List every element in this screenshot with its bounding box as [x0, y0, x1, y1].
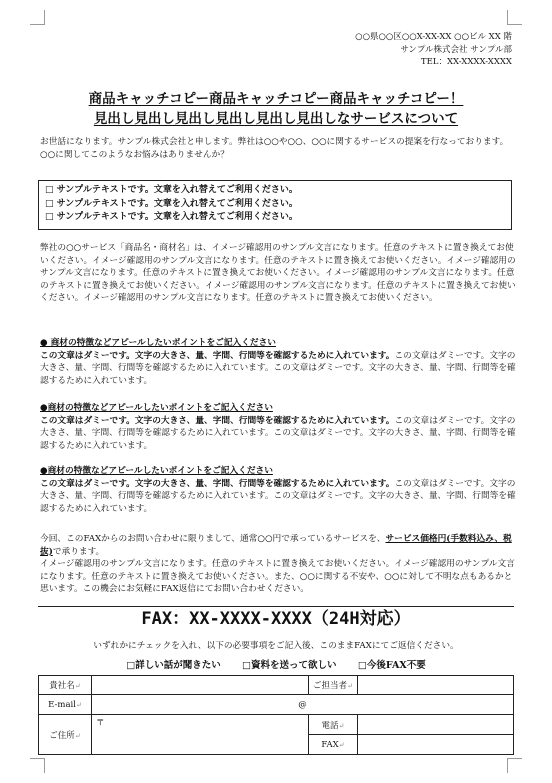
checklist-item: □ サンプルテキストです。文章を入れ替えてご利用ください。 [45, 198, 298, 209]
option-unsubscribe-checkbox[interactable]: □今後FAX不要 [357, 660, 426, 671]
reply-options [40, 657, 512, 671]
fax-instruction: いずれかにチェックを入れ、以下の必要事項をご記入後、このままFAXにてご返信ください。 [93, 641, 459, 651]
company-label: 貴社名↵ [39, 676, 92, 695]
intro-line-2: ○○に関してこのようなお悩みはありませんか？ [40, 149, 229, 160]
section-bold-text: この文章はダミーです。文字の大きさ、量、字間、行間等を確認するために入れています。 [40, 350, 395, 361]
email-at-sign: @ [298, 699, 307, 710]
email-label: E-mail↵ [39, 695, 92, 715]
section-heading: ●商材の特徴などアピールしたいポイントをご記入ください [40, 466, 273, 476]
feature-section-2 [40, 402, 518, 452]
contact-field[interactable] [358, 676, 514, 695]
service-price-emphasis: サービス価格円(手数料込み、税抜) [40, 534, 512, 557]
fax-divider [38, 606, 514, 607]
email-field[interactable] [92, 695, 514, 715]
fax-label: FAX↵ [309, 735, 358, 755]
closing-text [40, 533, 518, 596]
checklist-item: □ サンプルテキストです。文章を入れ替えてご利用ください。 [45, 185, 298, 195]
fax-field[interactable] [358, 735, 514, 755]
reply-form [38, 675, 514, 755]
postal-mark: 〒 [96, 718, 105, 728]
body-paragraph-text: 弊社の○○サービス「商品名・商材名」は、イメージ確認用のサンプル文言になります。任意のテキストに置き換えてお使いください。イメージ確認用のサンプル文言になります。任意のテキストに置き換えてお使いください。イメージ確認用のサンプル文言になります。任意のテキストに置き換えてお使いください。イメージ確認用のサンプル文言になります。任意のテキストに置き換えてお使いください。イメージ確認用のサンプル文言になります。任意のテキストに置き換えてお使いください。イメージ確認用のサンプル文言になります。任意のテキストに置き換えてお使いください。 [40, 243, 516, 304]
closing-part-1: 今回、このFAXからのお問い合わせに限りまして、通常○○円で承っているサービスを、 [40, 534, 386, 544]
phone-field[interactable] [358, 715, 514, 735]
section-heading: ●商材の特徴などアピールしたいポイントをご記入ください [40, 403, 273, 413]
checklist-item: □ サンプルテキストです。文章を入れ替えてご利用ください。 [45, 212, 298, 222]
title-line-1: 商品キャッチコピー商品キャッチコピー商品キャッチコピー！ [88, 91, 464, 107]
sender-address: ○○県○○区○○X-XX-XX ○○ビル XX 階 [355, 32, 512, 42]
body-paragraph [40, 242, 518, 305]
intro-text [40, 136, 518, 161]
section-bold-text: この文章はダミーです。文字の大きさ、量、字間、行間等を確認するために入れています。 [40, 415, 395, 426]
address-label: ご住所↵ [39, 715, 92, 755]
contact-label: ご担当者↵ [309, 676, 358, 695]
sender-company: サンプル株式会社 サンプル部 [400, 44, 512, 55]
address-field[interactable] [92, 715, 309, 755]
title-line-2: 見出し見出し見出し見出し見出し見出しなサービスについて [93, 111, 459, 127]
sender-tel: TEL：XX-XXXX-XXXX [420, 57, 512, 67]
section-text: この文章はダミーです。文字の大きさ、量、字間、行間等を確認するために入れています。この文章はダミーです。文字の大きさ、量、字間、行間等を確認するために入れています。 [40, 478, 516, 514]
option-brochure-checkbox[interactable]: □資料を送って欲しい [242, 660, 337, 671]
crop-mark-top-right [507, 10, 522, 25]
section-heading: ● 商材の特徴などアピールしたいポイントをご記入ください [40, 338, 276, 348]
section-text: この文章はダミーです。文字の大きさ、量、字間、行間等を確認するために入れています。この文章はダミーです。文字の大きさ、量、字間、行間等を確認するために入れています。 [40, 415, 516, 451]
crop-mark-bottom-left [30, 758, 45, 773]
feature-section-3 [40, 465, 518, 515]
fax-number: FAX：XX-XXXX-XXXX（24H対応） [141, 609, 411, 629]
problem-checklist [38, 180, 512, 230]
document-title [40, 89, 512, 129]
intro-line-1: お世話になります。サンプル株式会社と申します。弊社は○○や○○、○○に関するサービスの提案を行なっております。 [40, 137, 509, 147]
section-text: この文章はダミーです。文字の大きさ、量、字間、行間等を確認するために入れています。この文章はダミーです。文字の大きさ、量、字間、行間等を確認するために入れています。 [40, 350, 516, 386]
section-bold-text: この文章はダミーです。文字の大きさ、量、字間、行間等を確認するために入れています。 [40, 478, 395, 489]
closing-part-2: で承ります。 [52, 546, 105, 557]
crop-mark-top-left [30, 10, 45, 25]
company-field[interactable] [92, 676, 309, 695]
feature-section-1 [40, 337, 518, 387]
crop-mark-bottom-right [507, 758, 522, 773]
option-details-checkbox[interactable]: □詳しい話が聞きたい [126, 660, 221, 671]
phone-label: 電話↵ [309, 715, 358, 735]
closing-body: イメージ確認用のサンプル文言になります。任意のテキストに置き換えてお使いください。イメージ確認用のサンプル文言になります。任意のテキストに置き換えてお使いください。また、○○に関する不安や、○○に対して不明な点もあるかと思います。この機会にお気軽にFAX返信にてお問い合わせください。 [40, 559, 515, 595]
sender-header [355, 31, 512, 69]
